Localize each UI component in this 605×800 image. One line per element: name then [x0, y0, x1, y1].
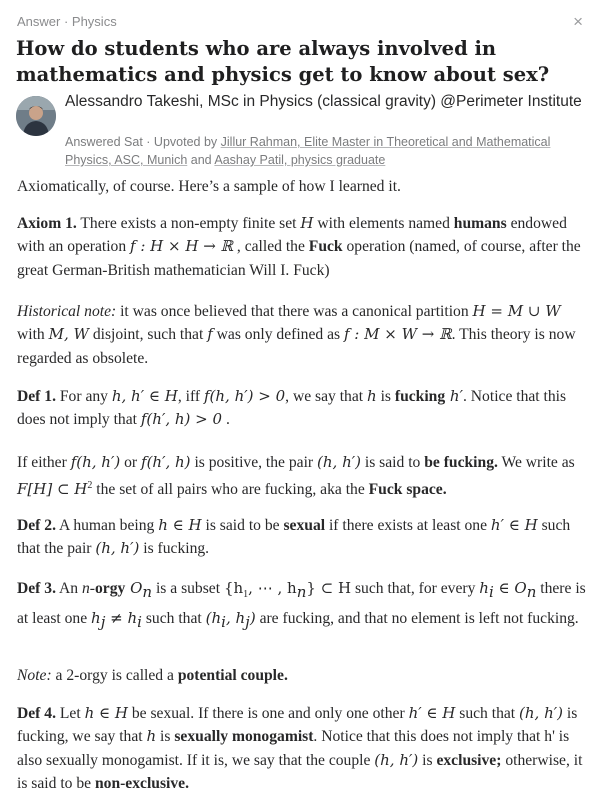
- author-name[interactable]: Alessandro Takeshi, MSc in Physics (classical gravity) @Perimeter Institute: [65, 93, 582, 110]
- intro-paragraph: Axiomatically, of course. Here’s a sample of how I learned it.: [17, 178, 401, 195]
- axiom-1: Axiom 1. There exists a non-empty finite set H with elements named humans endowed with an operation f : H × H → ℝ , called the Fuck operation (named, of course, after the great German-British mathematician Will I. Fuck): [17, 214, 581, 279]
- definition-1: Def 1. For any h, h′ ∈ H, iff f(h, h′) > 0, we say that h is fucking h′. Notice that this does not imply that f(h′, h) > 0 .: [17, 387, 567, 429]
- upvoter-link-2[interactable]: Aashay Patil, physics graduate: [214, 153, 386, 167]
- answer-meta: [65, 133, 585, 169]
- breadcrumb[interactable]: Answer · Physics: [17, 14, 117, 29]
- upvoter-link-1[interactable]: Jillur Rahman, Elite Master in Theoretical and Mathematical Physics, ASC, Munich: [65, 135, 551, 167]
- note-2: Note: a 2-orgy is called a potential couple.: [17, 667, 288, 684]
- top-bar: [17, 14, 587, 34]
- fucking-pair-definition: If either f(h, h′) or f(h′, h) is positive, the pair (h, h′) is said to be fucking. We write as F[H] ⊂ $H^2$ the set of all pairs who are fucking, aka the Fuck space.: [17, 453, 575, 499]
- definition-4: Def 4. Let h ∈ H be sexual. If there is one and only one other h′ ∈ H such that (h, h′) is fucking, we say that h is sexually monogamist. Notice that this does not imply that h' is also sexually monogamist. If it is, we say that the couple (h, h′) is exclusive; otherwise, it is said to be non-exclusive.: [17, 704, 583, 793]
- question-title[interactable]: How do students who are always involved in mathematics and physics get to know about sex?: [16, 37, 550, 86]
- close-icon[interactable]: ×: [573, 12, 583, 31]
- avatar[interactable]: [16, 96, 56, 136]
- definition-3: Def 3. An n-orgy $O_n$ is a subset {$h_1$, ⋯ , $h_n$} ⊂ H such that, for every $h_i$ ∈ $O_n$ there is at least one $h_j \ne h_i$ such that ($h_i$, $h_j$) are fucking, and that no element is left not fucking.: [17, 579, 586, 631]
- historical-note: Historical note: it was once believed that there was a canonical partition H = M ∪ W with M, W disjoint, such that f was only defined as f : M × W → ℝ. This theory is now regarded as obsolete.: [17, 302, 576, 367]
- avatar-photo-icon: [16, 96, 56, 136]
- answered-date: Answered Sat · Upvoted by: [65, 135, 221, 149]
- definition-2: Def 2. A human being h ∈ H is said to be sexual if there exists at least one h′ ∈ H such that the pair (h, h′) is fucking.: [17, 516, 571, 558]
- and-text: and: [187, 153, 215, 167]
